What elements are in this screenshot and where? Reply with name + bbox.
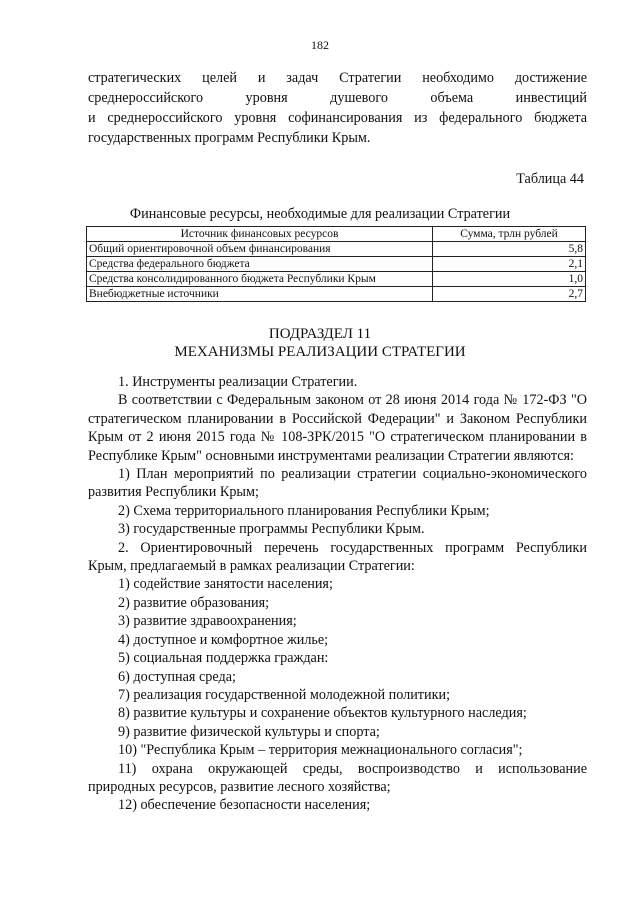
body-text bbox=[88, 373, 587, 815]
table-row bbox=[87, 272, 586, 287]
intro-line: и среднероссийского уровня софинансирования из федерального бюджета bbox=[88, 110, 587, 126]
list-item: 1) содействие занятости населения; bbox=[118, 576, 333, 593]
list-item: 4) доступное и комфортное жилье; bbox=[118, 631, 329, 648]
paragraph-heading: 1. Инструменты реализации Стратегии. bbox=[118, 374, 358, 390]
financial-resources-table bbox=[86, 226, 586, 302]
intro-line: государственных программ Республики Крым. bbox=[88, 130, 371, 146]
intro-line: среднероссийского уровня душевого объема инвестиций bbox=[88, 90, 587, 106]
table-header-row bbox=[87, 227, 586, 242]
amount-cell: 2,7 bbox=[433, 287, 586, 302]
list-item: 3) развитие здравоохранения; bbox=[118, 613, 297, 630]
paragraph: 2. Ориентировочный перечень государственных программ Республики Крым, предлагаемый в рамках реализации Стратегии: bbox=[88, 539, 587, 575]
amount-cell: 1,0 bbox=[433, 272, 586, 287]
amount-cell: 5,8 bbox=[433, 242, 586, 257]
table-row bbox=[87, 242, 586, 257]
intro-paragraph bbox=[88, 68, 587, 148]
list-item: 3) государственные программы Республики Крым. bbox=[118, 521, 425, 538]
table-row bbox=[87, 257, 586, 272]
table-caption: Финансовые ресурсы, необходимые для реализации Стратегии bbox=[129, 206, 511, 222]
amount-cell: 2,1 bbox=[433, 257, 586, 272]
intro-line: стратегических целей и задач Стратегии необходимо достижение bbox=[88, 70, 587, 86]
source-cell: Общий ориентировочной объем финансирования bbox=[87, 242, 433, 257]
list-item: 6) доступная среда; bbox=[118, 668, 236, 685]
list-item: 7) реализация государственной молодежной политики; bbox=[118, 686, 451, 703]
list-item: 10) "Республика Крым – территория межнационального согласия"; bbox=[118, 742, 523, 759]
table-row bbox=[87, 287, 586, 302]
subsection-number: ПОДРАЗДЕЛ 11 bbox=[268, 326, 372, 342]
source-cell: Внебюджетные источники bbox=[87, 287, 433, 302]
list-item: 11) охрана окружающей среды, воспроизводство и использование природных ресурсов, развитие лесного хозяйства; bbox=[88, 760, 587, 795]
source-cell: Средства консолидированного бюджета Республики Крым bbox=[87, 272, 433, 287]
column-header-source: Источник финансовых ресурсов bbox=[87, 227, 433, 242]
list-item: 5) социальная поддержка граждан: bbox=[118, 650, 329, 667]
subsection-title: МЕХАНИЗМЫ РЕАЛИЗАЦИИ СТРАТЕГИИ bbox=[174, 344, 466, 360]
list-item: 8) развитие культуры и сохранение объектов культурного наследия; bbox=[118, 705, 527, 722]
table-label: Таблица 44 bbox=[516, 171, 584, 187]
source-cell: Средства федерального бюджета bbox=[87, 257, 433, 272]
list-item: 2) развитие образования; bbox=[118, 594, 270, 611]
list-item: 1) План мероприятий по реализации стратегии социально-экономического развития Республики Крым; bbox=[88, 466, 587, 501]
page-number: 182 bbox=[311, 38, 329, 52]
list-item: 12) обеспечение безопасности населения; bbox=[118, 797, 371, 814]
list-item: 9) развитие физической культуры и спорта; bbox=[118, 723, 380, 740]
list-item: 2) Схема территориального планирования Республики Крым; bbox=[118, 502, 490, 519]
paragraph: В соответствии с Федеральным законом от 28 июня 2014 года № 172-ФЗ "О стратегическом планировании в Российской Федерации" и Законом Республики Крым от 2 июня 2015 года № 108-ЗРК/2015 "О стратегическом планировании в Республике Крым" основными инструментами реализации Стратегии являются: bbox=[88, 392, 587, 464]
column-header-amount: Сумма, трлн рублей bbox=[433, 227, 586, 242]
